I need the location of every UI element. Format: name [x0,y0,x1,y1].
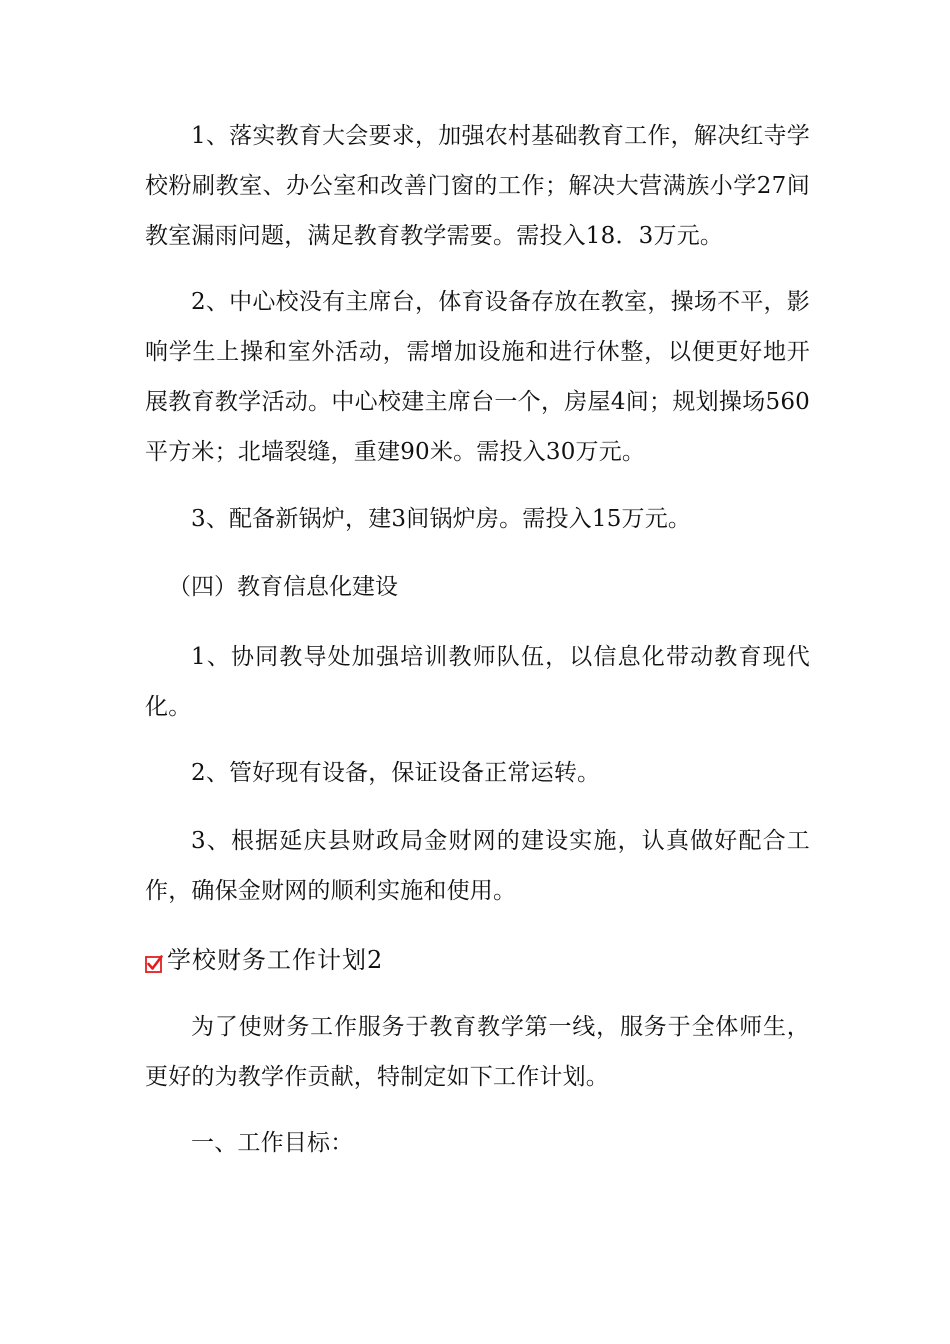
plan-heading-title: 学校财务工作计划2 [167,945,384,974]
checkbox-checked-icon [145,951,163,969]
paragraph-2: 2、中心校没有主席台，体育设备存放在教室，操场不平，影响学生上操和室外活动，需增加设施和进行休整，以便更好地开展教育教学活动。中心校建主席台一个，房屋4间；规划操场560平方米；北墙裂缝，重建90米。需投入30万元。 [145,289,810,465]
paragraph-4: 1、协同教导处加强培训教师队伍，以信息化带动教育现代化。 [145,644,810,720]
paragraph-1: 1、落实教育大会要求，加强农村基础教育工作，解决红寺学校粉刷教室、办公室和改善门窗的工作；解决大营满族小学27间教室漏雨问题，满足教育教学需要。需投入18．3万元。 [145,123,810,249]
intro-paragraph: 为了使财务工作服务于教育教学第一线，服务于全体师生，更好的为教学作贡献，特制定如下工作计划。 [145,1014,810,1090]
work-goal-heading: 一、工作目标： [191,1130,354,1156]
paragraph-3: 3、配备新锅炉，建3间锅炉房。需投入15万元。 [191,506,692,532]
plan-heading [145,934,383,980]
paragraph-5: 2、管好现有设备，保证设备正常运转。 [191,760,601,786]
section-heading-4: （四）教育信息化建设 [168,574,398,600]
paragraph-6: 3、根据延庆县财政局金财网的建设实施，认真做好配合工作，确保金财网的顺利实施和使用。 [145,828,810,904]
